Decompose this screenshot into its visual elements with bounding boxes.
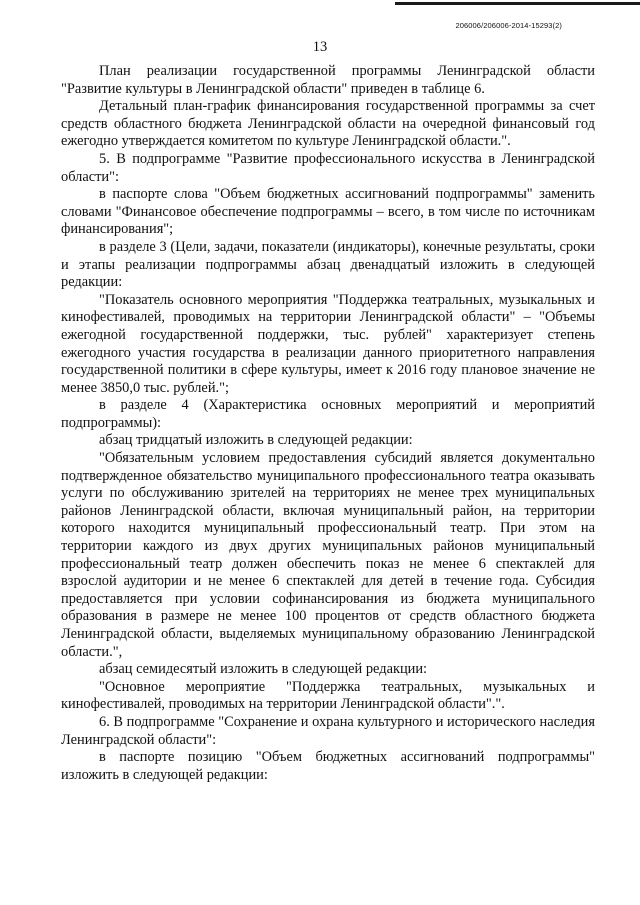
paragraph: "Основное мероприятие "Поддержка театральных, музыкальных и кинофестивалей, проводимых на территории Ленинградской области".". <box>61 678 595 713</box>
page-body <box>61 63 595 784</box>
paragraph: "Показатель основного мероприятия "Поддержка театральных, музыкальных и кинофестивалей, проводимых на территории Ленинградской области" – "Объемы ежегодной государственной поддержки, тыс. рублей" характеризует степень ежегодного участия государства в реализации данного приоритетного направления государственной политики в сфере культуры, имеет к 2016 году плановое значение не менее 3850,0 тыс. рублей."; <box>61 291 595 396</box>
top-border-line <box>395 2 640 5</box>
paragraph: "Обязательным условием предоставления субсидий является документально подтвержденное обязательство муниципального профессионального театра оказывать услуги по обслуживанию зрителей на территориях не менее трех муниципальных районов Ленинградской области, включая муниципальный район, на территории которого находится муниципальный профессиональный театр. При этом на территории каждого из двух других муниципальных районов муниципальный профессиональный театр должен обеспечить показ не менее 6 спектаклей для взрослой аудитории и не менее 6 спектаклей для детей в течение года. Субсидия предоставляется при условии софинансирования из бюджета муниципального образования в размере не менее 100 процентов от средств областного бюджета Ленинградской области, выделяемых муниципальному образованию Ленинградской области.", <box>61 450 595 660</box>
paragraph: 6. В подпрограмме "Сохранение и охрана культурного и исторического наследия Ленинградской области": <box>61 713 595 748</box>
paragraph: в разделе 4 (Характеристика основных мероприятий и мероприятий подпрограммы): <box>61 397 595 431</box>
page-number: 13 <box>312 39 328 55</box>
paragraph: 5. В подпрограмме "Развитие профессионального искусства в Ленинградской области": <box>61 150 595 185</box>
paragraph: План реализации государственной программы Ленинградской области "Развитие культуры в Ленинградской области" приведен в таблице 6. <box>61 63 595 97</box>
paragraph: абзац семидесятый изложить в следующей редакции: <box>99 661 428 678</box>
paragraph: в паспорте позицию "Объем бюджетных ассигнований подпрограммы" изложить в следующей редакции: <box>61 749 595 783</box>
paragraph: в паспорте слова "Объем бюджетных ассигнований подпрограммы" заменить словами "Финансовое обеспечение подпрограммы – всего, в том числе по источникам финансирования"; <box>61 186 595 238</box>
paragraph: абзац тридцатый изложить в следующей редакции: <box>99 432 413 449</box>
paragraph: Детальный план-график финансирования государственной программы за счет средств областного бюджета Ленинградской области на очередной финансовый год ежегодно утверждается комитетом по культуре Ленинградской области.". <box>61 98 595 150</box>
paragraph: в разделе 3 (Цели, задачи, показатели (индикаторы), конечные результаты, сроки и этапы реализации подпрограммы абзац двенадцатый изложить в следующей редакции: <box>61 238 595 291</box>
document-code: 206006/206006-2014-15293(2) <box>455 21 562 30</box>
